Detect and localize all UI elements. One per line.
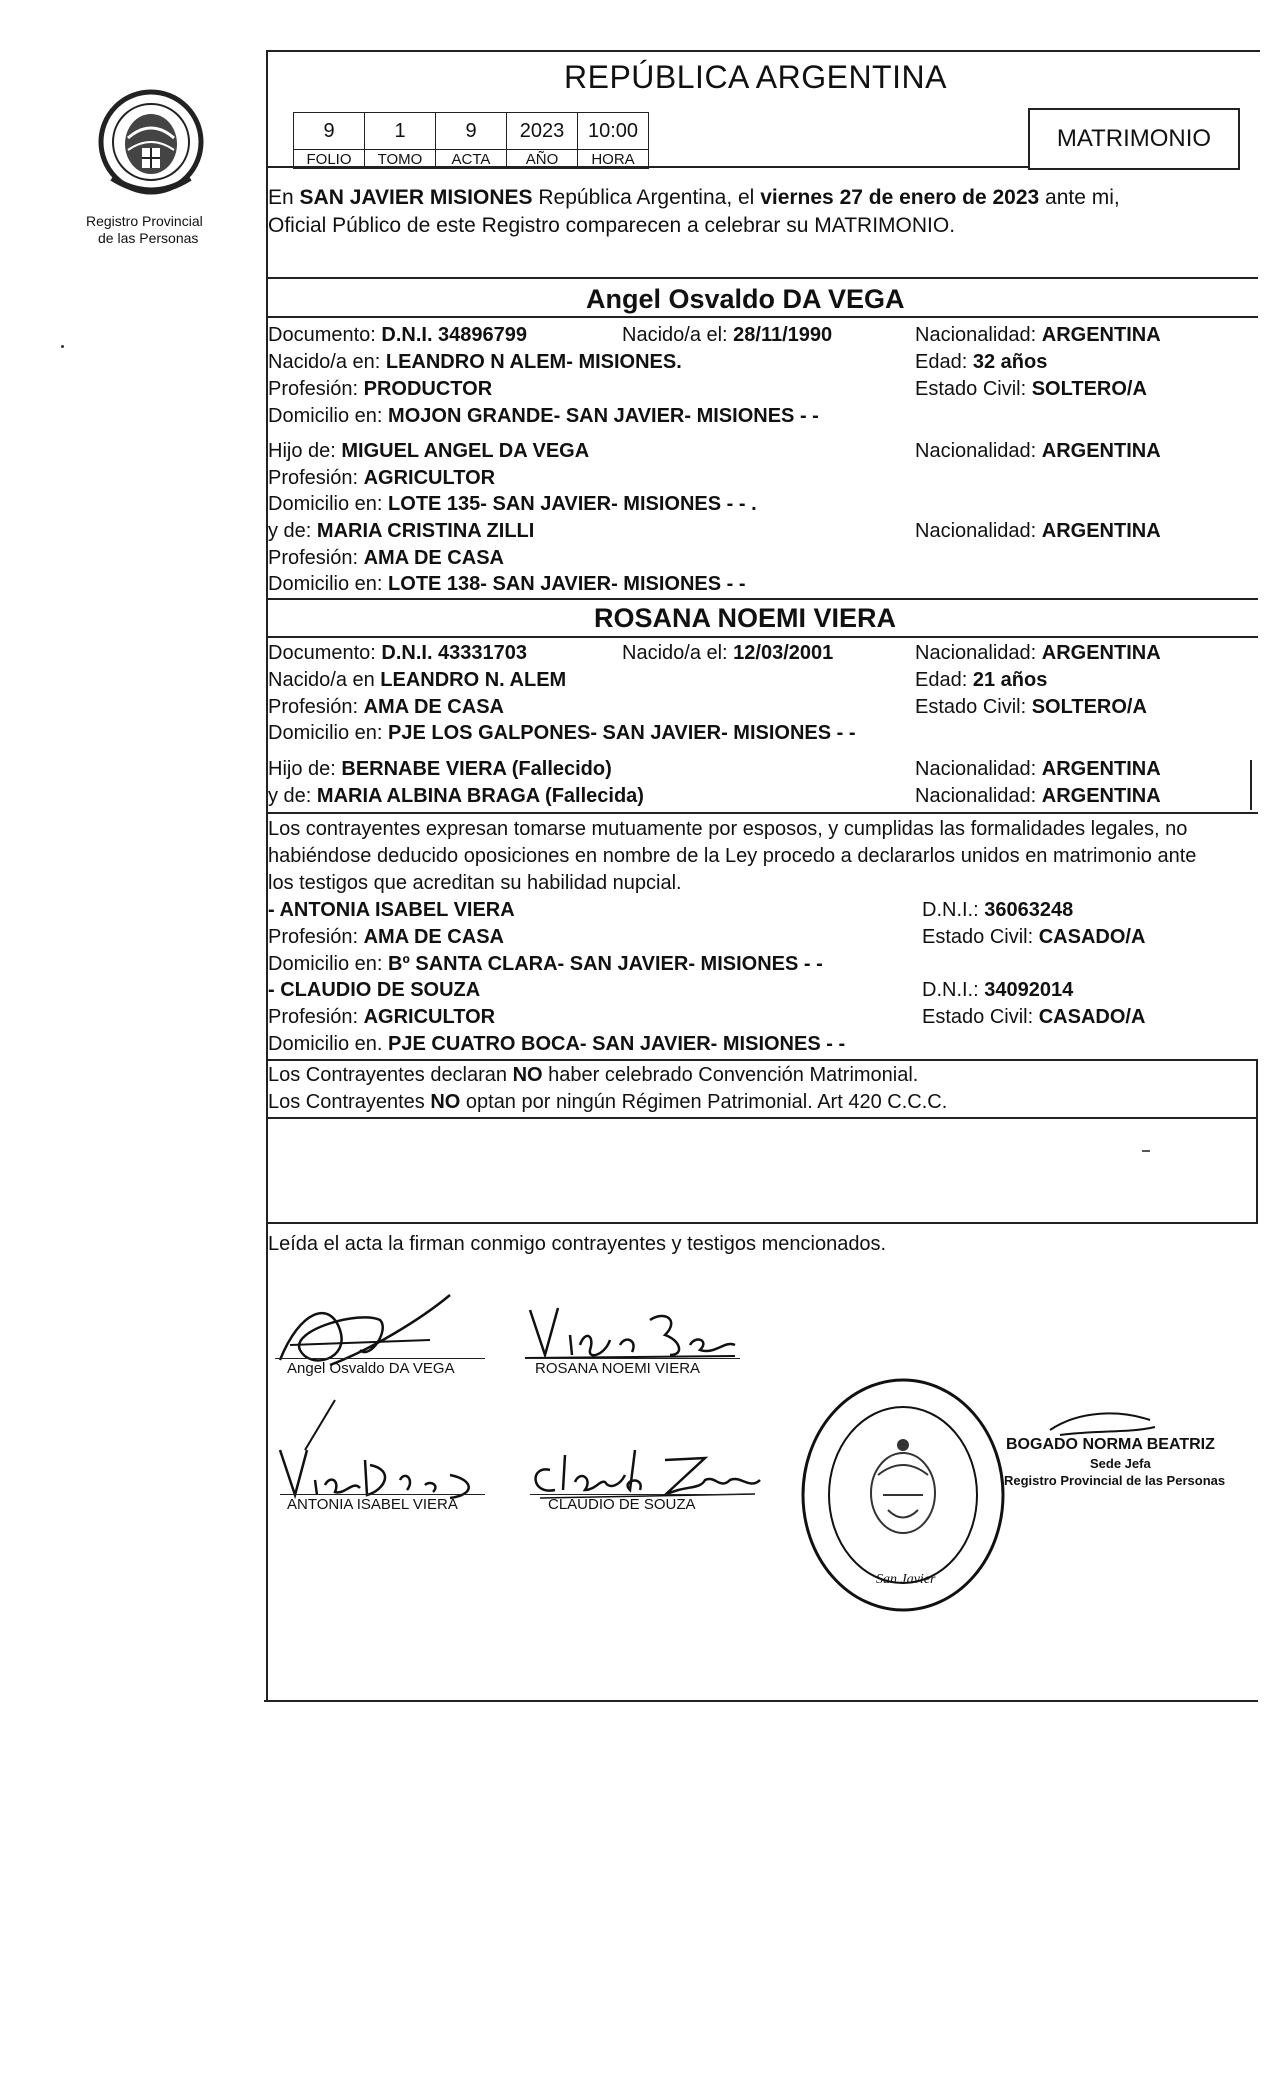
intro-place: SAN JAVIER MISIONES [299, 186, 533, 209]
label: Profesión: [268, 467, 364, 489]
label: y de: [268, 785, 317, 807]
witness2-domicile [268, 1032, 845, 1056]
intro-text: En [268, 186, 300, 209]
label: Domicilio en: [268, 953, 389, 975]
witness2-dni [922, 978, 1073, 1002]
value: CASADO/A [1038, 1006, 1146, 1028]
declaration-rule [266, 812, 1258, 814]
coat-of-arms-icon [92, 78, 210, 206]
intro-line2: Oficial Público de este Registro comparecen a celebrar su MATRIMONIO. [268, 214, 956, 237]
label: Domicilio en: [268, 573, 389, 595]
groom-dom-value: MOJON GRANDE- SAN JAVIER- MISIONES - - [388, 405, 819, 427]
anio-value: 2023 [507, 113, 578, 150]
right-edge-rule [1256, 1059, 1258, 1222]
label: Estado Civil: [915, 378, 1032, 400]
act-type-box: MATRIMONIO [1028, 108, 1240, 170]
groom-born-on [622, 323, 832, 347]
label: Nacionalidad: [915, 520, 1042, 542]
groom-nat-value: ARGENTINA [1041, 324, 1161, 346]
witness1-domicile [268, 952, 823, 976]
groom-father [268, 439, 589, 463]
groom-mother [268, 519, 534, 543]
value: PJE LOS GALPONES- SAN JAVIER- MISIONES - - [388, 722, 856, 744]
witness2-sig-line [530, 1494, 740, 1495]
label: Nacido/a el: [622, 324, 734, 346]
text: Los Contrayentes declaran [268, 1064, 513, 1086]
bride-dni: D.N.I. 43331703 [381, 642, 528, 664]
label: Profesión: [268, 547, 364, 569]
value: ARGENTINA [1041, 520, 1161, 542]
groom-name: Angel Osvaldo DA VEGA [586, 284, 905, 314]
text: NO [512, 1064, 543, 1086]
closing-text: Leída el acta la firman conmigo contrayentes y testigos mencionados. [268, 1233, 887, 1255]
bride-mother [268, 784, 644, 808]
groom-name-rule [266, 316, 1258, 318]
seal-city: San Javier [876, 1572, 936, 1587]
intro-date: viernes 27 de enero de 2023 [760, 186, 1040, 209]
value: MARIA ALBINA BRAGA (Fallecida) [316, 785, 644, 807]
groom-birthplace: LEANDRO N ALEM- MISIONES. [385, 351, 682, 373]
groom-profession [268, 377, 492, 401]
folio-label: FOLIO [294, 150, 365, 169]
folio-value: 9 [294, 113, 365, 150]
label: Domicilio en. [268, 1033, 389, 1055]
label: Profesión: [268, 378, 364, 400]
value: CASADO/A [1038, 926, 1146, 948]
text: NO [430, 1091, 461, 1113]
groom-top-rule [266, 277, 1258, 279]
convention-line1 [268, 1063, 918, 1087]
stray-mark [1142, 1150, 1150, 1152]
logo-caption-line1: Registro Provincial [86, 213, 203, 229]
officer-role: Sede Jefa [1090, 1456, 1151, 1471]
label: Estado Civil: [922, 926, 1039, 948]
groom-mother-domicile [268, 572, 746, 596]
value: 36063248 [984, 899, 1074, 921]
intro-line1 [268, 186, 1120, 210]
value: LOTE 135- SAN JAVIER- MISIONES - - . [388, 493, 757, 515]
bride-age [915, 668, 1047, 692]
label: Nacionalidad: [915, 642, 1042, 664]
text: Los Contrayentes [268, 1091, 431, 1113]
label: Nacido/a en: [268, 351, 386, 373]
witness1-civil-status [922, 925, 1145, 949]
value: ARGENTINA [1041, 440, 1161, 462]
groom-dni: D.N.I. 34896799 [381, 324, 528, 346]
witness2-name: - CLAUDIO DE SOUZA [268, 979, 481, 1001]
notes-rule [266, 1117, 1258, 1119]
witness1-sig-label: ANTONIA ISABEL VIERA [287, 1496, 458, 1513]
value: ARGENTINA [1041, 785, 1161, 807]
label: Domicilio en: [268, 493, 389, 515]
value: AMA DE CASA [363, 547, 504, 569]
text: optan por ningún Régimen Patrimonial. Art 420 C.C.C. [460, 1091, 948, 1113]
value: PJE CUATRO BOCA- SAN JAVIER- MISIONES - - [388, 1033, 846, 1055]
bride-top-rule [266, 598, 1258, 600]
groom-nationality [915, 323, 1161, 347]
groom-father-profession [268, 466, 495, 490]
intro-text: ante mi, [1039, 186, 1120, 209]
groom-father-value: MIGUEL ANGEL DA VEGA [341, 440, 590, 462]
groom-father-nationality [915, 439, 1161, 463]
bride-born-in [268, 668, 566, 692]
label: Hijo de: [268, 758, 342, 780]
document-title: REPÚBLICA ARGENTINA [564, 59, 947, 95]
convention-line2 [268, 1090, 947, 1114]
bride-sig-line [525, 1358, 740, 1359]
groom-document [268, 323, 527, 347]
value: 21 años [972, 669, 1048, 691]
officer-name: BOGADO NORMA BEATRIZ [1006, 1436, 1215, 1453]
label: Profesión: [268, 1006, 364, 1028]
bride-document [268, 641, 527, 665]
bride-domicile [268, 721, 856, 745]
bride-father [268, 757, 612, 781]
bride-name-rule [266, 636, 1258, 638]
groom-civil-status [915, 377, 1147, 401]
witness1-sig-line [280, 1494, 485, 1495]
declaration-line2: habiéndose deducido oposiciones en nombre de la Ley procedo a declararlos unidos en matrimonio ante [268, 845, 1197, 867]
label: Nacionalidad: [915, 440, 1042, 462]
groom-born-in [268, 350, 682, 374]
bride-name: ROSANA NOEMI VIERA [594, 603, 897, 633]
label: Nacionalidad: [915, 758, 1042, 780]
value: AMA DE CASA [363, 696, 504, 718]
bride-father-nationality [915, 757, 1161, 781]
bride-mother-nationality [915, 784, 1161, 808]
value: Bº SANTA CLARA- SAN JAVIER- MISIONES - - [388, 953, 823, 975]
bride-profession [268, 695, 504, 719]
bottom-rule [264, 1700, 1258, 1702]
groom-sig-label: Angel Osvaldo DA VEGA [287, 1360, 455, 1377]
label: Profesión: [268, 696, 364, 718]
logo-caption-line2: de las Personas [98, 230, 199, 246]
label: Nacido/a en [268, 669, 381, 691]
registry-table [293, 112, 649, 169]
value: MARIA CRISTINA ZILLI [316, 520, 535, 542]
value: SOLTERO/A [1031, 696, 1147, 718]
margin-dot [61, 345, 64, 348]
groom-civil-value: SOLTERO/A [1031, 378, 1147, 400]
label: Domicilio en: [268, 405, 389, 427]
value: AGRICULTOR [363, 467, 496, 489]
groom-domicile [268, 404, 819, 428]
label: y de: [268, 520, 317, 542]
witness1-name: - ANTONIA ISABEL VIERA [268, 899, 515, 921]
label: Hijo de: [268, 440, 342, 462]
value: LEANDRO N. ALEM [380, 669, 567, 691]
label: Edad: [915, 351, 973, 373]
label: Domicilio en: [268, 722, 389, 744]
value: AMA DE CASA [363, 926, 504, 948]
label: Estado Civil: [922, 1006, 1039, 1028]
intro-text: República Argentina, el [532, 186, 761, 209]
value: 34092014 [984, 979, 1074, 1001]
label: D.N.I.: [922, 979, 985, 1001]
label: Documento: [268, 324, 382, 346]
hora-value: 10:00 [578, 113, 649, 150]
witness1-profession [268, 925, 504, 949]
label: Nacionalidad: [915, 324, 1042, 346]
label: Estado Civil: [915, 696, 1032, 718]
label: Profesión: [268, 926, 364, 948]
tomo-value: 1 [365, 113, 436, 150]
groom-prof-value: PRODUCTOR [363, 378, 493, 400]
right-tick [1250, 760, 1252, 810]
label: D.N.I.: [922, 899, 985, 921]
witness2-civil-status [922, 1005, 1145, 1029]
label: Nacionalidad: [915, 785, 1042, 807]
value: AGRICULTOR [363, 1006, 496, 1028]
value: ARGENTINA [1041, 642, 1161, 664]
bride-nationality [915, 641, 1161, 665]
witness2-profession [268, 1005, 495, 1029]
officer-office: Registro Provincial de las Personas [1004, 1473, 1226, 1488]
acta-label: ACTA [436, 150, 507, 169]
groom-age [915, 350, 1047, 374]
value: BERNABE VIERA (Fallecido) [341, 758, 612, 780]
groom-mother-nationality [915, 519, 1161, 543]
bride-born-on [622, 641, 833, 665]
groom-father-domicile [268, 492, 757, 516]
witness1-dni [922, 898, 1073, 922]
text: haber celebrado Convención Matrimonial. [542, 1064, 919, 1086]
groom-sig-line [275, 1358, 485, 1359]
label: Edad: [915, 669, 973, 691]
anio-label: AÑO [507, 150, 578, 169]
value: LOTE 138- SAN JAVIER- MISIONES - - [388, 573, 746, 595]
groom-birthdate: 28/11/1990 [733, 324, 833, 346]
label: Nacido/a el: [622, 642, 734, 664]
tomo-label: TOMO [365, 150, 436, 169]
declaration-line3: los testigos que acreditan su habilidad nupcial. [268, 872, 682, 894]
bride-sig-label: ROSANA NOEMI VIERA [535, 1360, 701, 1377]
label: Documento: [268, 642, 382, 664]
acta-value: 9 [436, 113, 507, 150]
witness2-sig-label: CLAUDIO DE SOUZA [548, 1496, 696, 1513]
declaration-line1: Los contrayentes expresan tomarse mutuamente por esposos, y cumplidas las formalidades legales, no [268, 818, 1188, 840]
bride-birthdate: 12/03/2001 [733, 642, 834, 664]
value: ARGENTINA [1041, 758, 1161, 780]
bride-civil-status [915, 695, 1147, 719]
groom-age-value: 32 años [972, 351, 1048, 373]
closing-rule [266, 1222, 1258, 1224]
groom-mother-profession [268, 546, 504, 570]
hora-label: HORA [578, 150, 649, 169]
convention-rule [266, 1059, 1258, 1061]
registry-logo [92, 78, 210, 206]
